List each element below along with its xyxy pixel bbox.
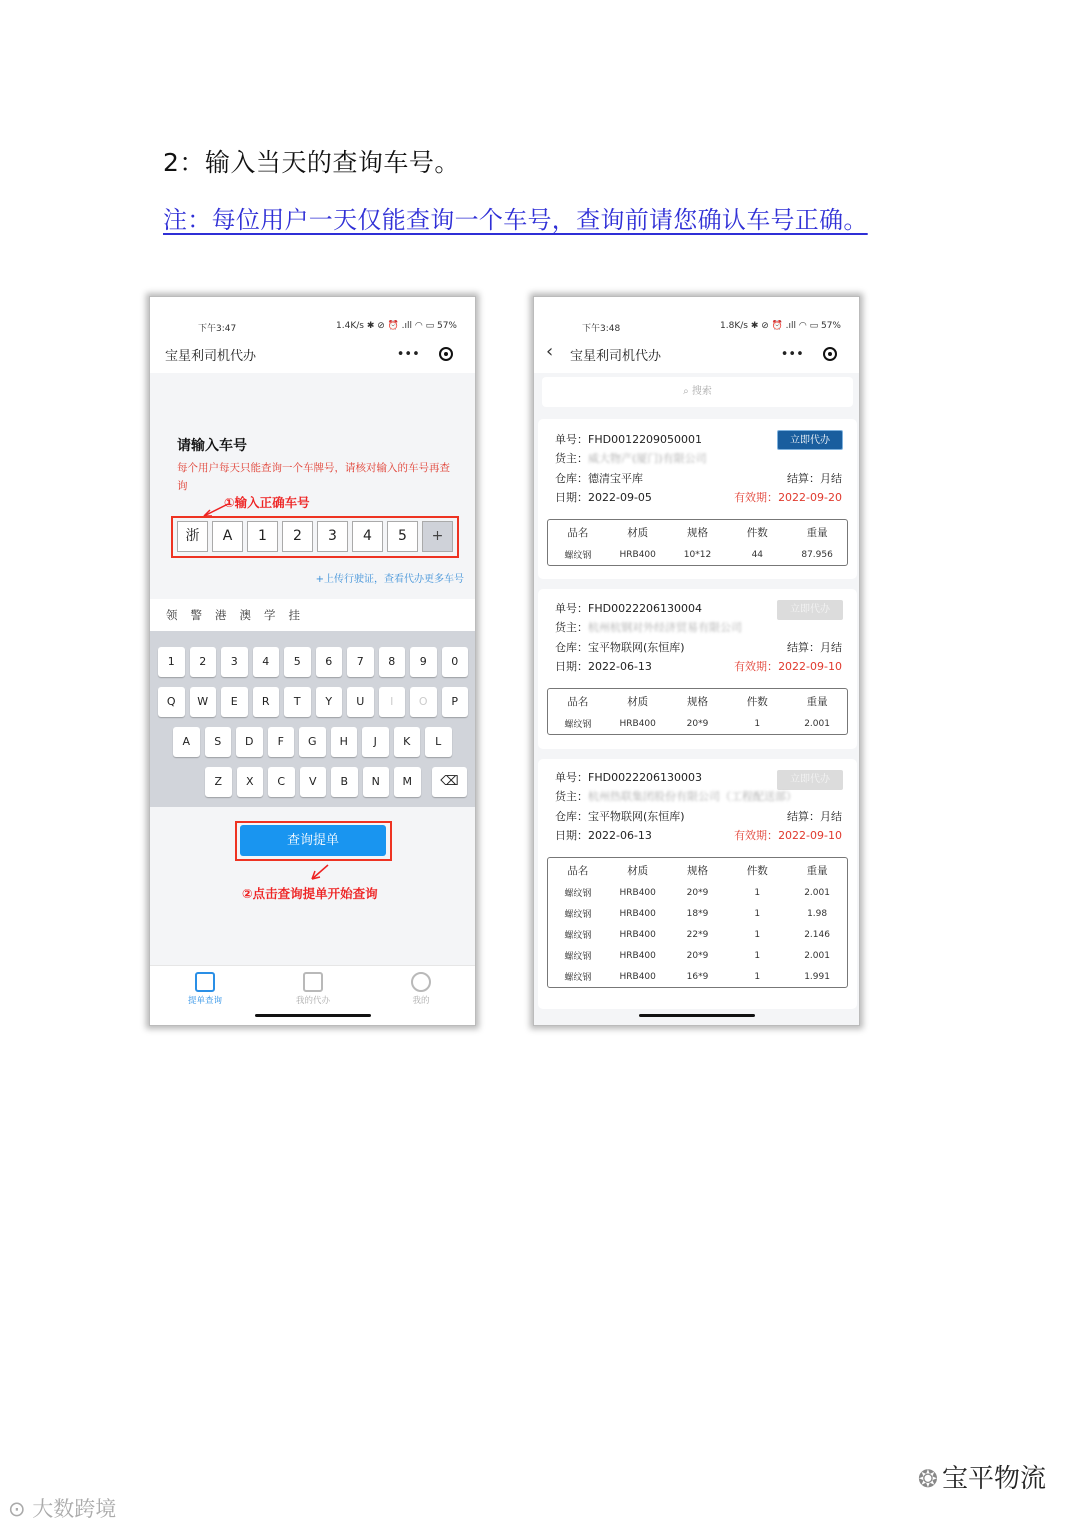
plate-cell[interactable]: 5	[387, 521, 418, 552]
valid-until: 有效期：2022-09-10	[734, 829, 842, 842]
item-table	[547, 519, 848, 566]
key[interactable]: W	[190, 687, 217, 717]
cell: 22*9	[686, 929, 709, 940]
col-header: 品名	[567, 695, 589, 708]
cell: 螺纹钢	[564, 973, 592, 983]
plate-type-row	[150, 599, 475, 631]
key[interactable]: L	[425, 727, 452, 757]
cell: 18*9	[686, 908, 709, 919]
cell: 螺纹钢	[564, 720, 592, 730]
doc-heading: 2：输入当天的查询车号。	[163, 148, 460, 177]
settlement: 结算：月结	[787, 810, 842, 823]
plate-type-key[interactable]: 警	[190, 608, 202, 622]
keyboard-row-zxcv	[205, 767, 421, 797]
cell: 16*9	[686, 971, 709, 982]
user-icon	[411, 972, 431, 992]
plate-type-key[interactable]: 挂	[288, 608, 300, 622]
key[interactable]: U	[347, 687, 374, 717]
key[interactable]: Y	[316, 687, 343, 717]
bill-card	[538, 419, 857, 579]
table-row	[548, 924, 847, 945]
col-header: 规格	[686, 526, 708, 539]
item-table	[547, 688, 848, 735]
cell: 20*9	[686, 950, 709, 961]
key[interactable]: T	[284, 687, 311, 717]
key[interactable]: 2	[190, 647, 217, 677]
shipper: 货主：杭州杭钢对外经济贸易有限公司	[555, 621, 742, 634]
table-row	[548, 945, 847, 966]
key[interactable]: G	[299, 727, 326, 757]
cell: HRB400	[619, 971, 656, 982]
close-program-icon[interactable]	[439, 347, 453, 361]
col-header: 重量	[806, 864, 828, 877]
settlement: 结算：月结	[787, 641, 842, 654]
cell: 1	[754, 971, 761, 982]
settlement: 结算：月结	[787, 472, 842, 485]
col-header: 材质	[627, 864, 649, 877]
act-now-button-disabled: 立即代办	[777, 770, 843, 790]
cell: 20*9	[686, 887, 709, 898]
table-row	[548, 544, 847, 565]
more-icon[interactable]: •••	[396, 346, 420, 362]
key[interactable]: K	[394, 727, 421, 757]
key[interactable]: C	[268, 767, 295, 797]
keyboard-row-digits	[158, 647, 468, 677]
status-time: 下午3:48	[582, 324, 621, 334]
key[interactable]: 1	[158, 647, 185, 677]
capsule-menu	[771, 341, 847, 367]
bill-card	[538, 589, 857, 749]
key[interactable]: 5	[284, 647, 311, 677]
keyboard-row-asdf	[173, 727, 452, 757]
col-header: 品名	[567, 526, 589, 539]
plate-cell-province[interactable]: 浙	[177, 521, 208, 552]
col-header: 重量	[806, 695, 828, 708]
task-clock-icon	[303, 972, 323, 992]
wechat-icon: ❂	[917, 1465, 938, 1493]
cell: 1	[754, 950, 761, 961]
col-header: 重量	[806, 526, 828, 539]
status-bar	[150, 297, 475, 335]
cell: 87.956	[801, 549, 833, 560]
key[interactable]: H	[331, 727, 358, 757]
watermark-text: 大数跨境	[32, 1497, 117, 1521]
table-row	[548, 966, 847, 987]
page-title: 宝星利司机代办	[570, 349, 662, 364]
key[interactable]: M	[394, 767, 421, 797]
status-stats: 1.8K/s ✱ ⊘ ⏰ .ıll ◠ ▭ 57%	[720, 321, 841, 331]
order-number: 单号：FHD0022206130004	[555, 602, 703, 615]
brand-signature	[918, 1458, 1046, 1495]
backspace-icon[interactable]: ⌫	[432, 767, 467, 797]
status-stats: 1.4K/s ✱ ⊘ ⏰ .ıll ◠ ▭ 57%	[336, 321, 457, 331]
bill-date: 日期：2022-06-13	[555, 829, 652, 842]
doc-note: 注：每位用户一天仅能查询一个车号，查询前请您确认车号正确。	[163, 206, 868, 234]
key-disabled: I	[379, 687, 406, 717]
plate-keyboard	[150, 631, 475, 807]
col-header: 件数	[746, 695, 768, 708]
plate-cell[interactable]: A	[212, 521, 243, 552]
status-time: 下午3:47	[198, 324, 237, 334]
valid-until: 有效期：2022-09-10	[734, 660, 842, 673]
plate-warning: 每个用户每天只能查询一个车牌号，请核对输入的车号再查询	[177, 462, 450, 492]
key[interactable]: S	[205, 727, 232, 757]
cell: HRB400	[619, 718, 656, 729]
cell: HRB400	[619, 887, 656, 898]
cell: 2.146	[804, 929, 830, 940]
annotation-click-query: ②点击查询提单开始查询	[242, 886, 378, 901]
plate-cell[interactable]: 2	[282, 521, 313, 552]
order-number: 单号：FHD0022206130003	[555, 771, 703, 784]
cell: 螺纹钢	[564, 551, 592, 561]
key[interactable]: E	[221, 687, 248, 717]
table-row	[548, 713, 847, 734]
cell: HRB400	[619, 549, 656, 560]
col-header: 规格	[686, 695, 708, 708]
home-indicator	[639, 1014, 755, 1017]
cell: 1	[754, 887, 761, 898]
act-now-button-disabled: 立即代办	[777, 600, 843, 620]
key[interactable]: 6	[316, 647, 343, 677]
page-title: 宝星利司机代办	[165, 349, 257, 364]
plate-type-key[interactable]: 学	[264, 608, 276, 622]
key[interactable]: Q	[158, 687, 185, 717]
phone-screenshot-bill-list	[533, 296, 860, 1026]
key[interactable]: X	[237, 767, 264, 797]
home-indicator	[255, 1014, 371, 1017]
more-icon[interactable]: •••	[780, 346, 804, 362]
annotation-arrow-icon	[308, 863, 332, 883]
bill-card	[538, 759, 857, 1009]
query-bill-button[interactable]: 查询提单	[240, 825, 386, 856]
cell: 螺纹钢	[564, 952, 592, 962]
table-row	[548, 903, 847, 924]
warehouse: 仓库：宝平物联网(东恒库)	[555, 641, 685, 654]
watermark-logo-icon: ⊙	[8, 1497, 33, 1521]
key[interactable]: 4	[253, 647, 280, 677]
tab-bill-query[interactable]	[170, 972, 240, 1006]
cell: HRB400	[619, 908, 656, 919]
plate-input	[177, 521, 453, 552]
tab-profile[interactable]	[386, 972, 456, 1006]
act-now-button[interactable]: 立即代办	[777, 430, 843, 450]
cell: 2.001	[804, 950, 830, 961]
plate-heading: 请输入车号	[177, 438, 247, 454]
upload-license-link[interactable]: +上传行驶证，查看代办更多车号	[315, 574, 464, 585]
watermark	[8, 1493, 116, 1523]
cell: 2.001	[804, 887, 830, 898]
plate-cell[interactable]: 3	[317, 521, 348, 552]
plate-cell-add[interactable]: +	[422, 521, 453, 552]
col-header: 件数	[746, 864, 768, 877]
brand-name: 宝平物流	[941, 1464, 1046, 1494]
key[interactable]: 8	[379, 647, 406, 677]
key[interactable]: P	[442, 687, 469, 717]
close-program-icon[interactable]	[823, 347, 837, 361]
key-disabled: O	[410, 687, 437, 717]
valid-until: 有效期：2022-09-20	[734, 491, 842, 504]
key[interactable]: Z	[205, 767, 232, 797]
cell: HRB400	[619, 929, 656, 940]
shipper: 货主：威大物产(厦门)有限公司	[555, 452, 707, 465]
phone-screenshot-plate-input	[149, 296, 476, 1026]
tab-label: 我的代办	[295, 996, 330, 1006]
plate-type-key[interactable]: 领	[166, 608, 178, 622]
cell: 螺纹钢	[564, 931, 592, 941]
item-table	[547, 857, 848, 988]
document-search-icon	[195, 972, 215, 992]
cell: 1.991	[804, 971, 830, 982]
tab-label: 提单查询	[187, 996, 222, 1006]
cell: 螺纹钢	[564, 889, 592, 899]
col-header: 品名	[567, 864, 589, 877]
key[interactable]: 7	[347, 647, 374, 677]
key[interactable]: 9	[410, 647, 437, 677]
cell: 1	[754, 718, 761, 729]
status-bar	[534, 297, 859, 335]
keyboard-row-qwerty	[158, 687, 468, 717]
capsule-menu	[387, 341, 463, 367]
plate-type-key[interactable]: 港	[215, 608, 227, 622]
annotation-enter-plate: ①输入正确车号	[224, 495, 310, 510]
cell: 20*9	[686, 718, 709, 729]
bill-date: 日期：2022-06-13	[555, 660, 652, 673]
col-header: 件数	[746, 526, 768, 539]
cell: 44	[751, 549, 764, 560]
order-number: 单号：FHD0012209050001	[555, 433, 703, 446]
key[interactable]: D	[236, 727, 263, 757]
cell: HRB400	[619, 950, 656, 961]
warehouse: 仓库：宝平物联网(东恒库)	[555, 810, 685, 823]
key[interactable]: 0	[442, 647, 469, 677]
tab-label: 我的	[412, 996, 430, 1006]
plate-cell[interactable]: 1	[247, 521, 278, 552]
plate-type-key[interactable]: 澳	[239, 608, 251, 622]
key[interactable]: 3	[221, 647, 248, 677]
plate-cell[interactable]: 4	[352, 521, 383, 552]
col-header: 材质	[627, 526, 649, 539]
cell: 螺纹钢	[564, 910, 592, 920]
cell: 10*12	[683, 549, 712, 560]
key[interactable]: A	[173, 727, 200, 757]
key[interactable]: B	[331, 767, 358, 797]
back-icon[interactable]: ‹	[546, 341, 554, 362]
key[interactable]: R	[253, 687, 280, 717]
key[interactable]: N	[363, 767, 390, 797]
key[interactable]: V	[300, 767, 327, 797]
warehouse: 仓库：德清宝平库	[555, 472, 643, 485]
cell: 1.98	[807, 908, 828, 919]
cell: 1	[754, 929, 761, 940]
tab-my-tasks[interactable]	[278, 972, 348, 1006]
mini-program-title-bar	[534, 335, 859, 373]
key[interactable]: F	[268, 727, 295, 757]
mini-program-title-bar	[150, 335, 475, 373]
table-row	[548, 882, 847, 903]
col-header: 规格	[686, 864, 708, 877]
key[interactable]: J	[362, 727, 389, 757]
shipper: 货主：杭州热联集团股份有限公司（工程配送部）	[555, 790, 797, 803]
cell: 1	[754, 908, 761, 919]
cell: 2.001	[804, 718, 830, 729]
bill-date: 日期：2022-09-05	[555, 491, 652, 504]
col-header: 材质	[627, 695, 649, 708]
search-input[interactable]: ⌕ 搜索	[542, 377, 853, 407]
